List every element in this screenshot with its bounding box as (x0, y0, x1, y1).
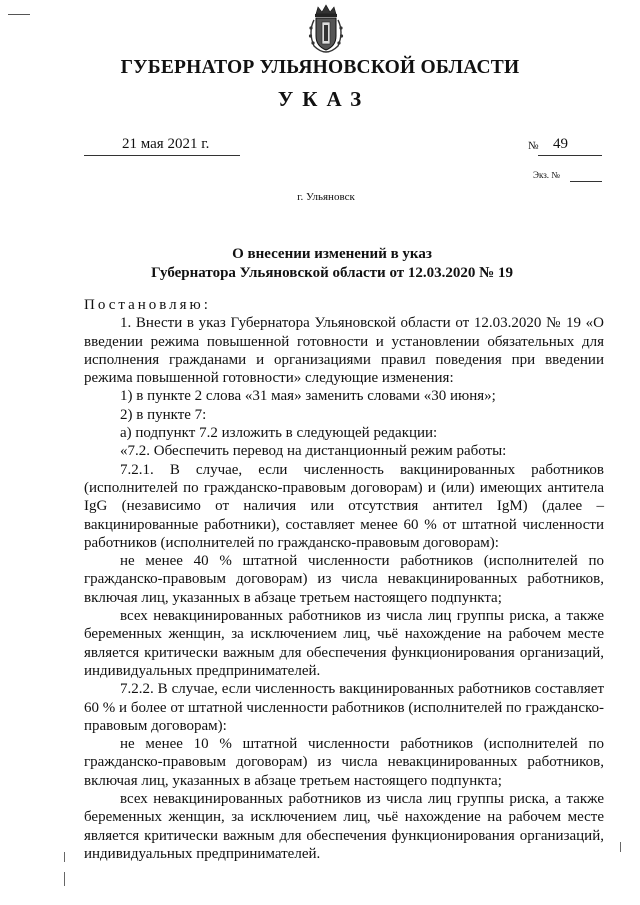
number-sign: № (528, 140, 539, 152)
scan-margin-mark (64, 852, 65, 862)
ulyanovsk-coat-of-arms-icon (306, 4, 346, 54)
decree-date: 21 мая 2021 г. (122, 136, 210, 152)
paragraph: 7.2.2. В случае, если численность вакцинированных работников составляет 60 % и более от штатной численности работников (исполнителей по гражданско-правовым договорам): (84, 681, 604, 734)
paragraph-preamble: Постановляю: (84, 297, 211, 313)
paragraph: 2) в пункте 7: (120, 406, 207, 423)
scan-margin-mark (620, 842, 621, 852)
date-underline (84, 155, 240, 156)
document-type: УКАЗ (277, 87, 371, 111)
number-underline (538, 155, 602, 156)
paragraph: «7.2. Обеспечить перевод на дистанционный режим работы: (120, 443, 507, 460)
paragraph: всех невакцинированных работников из числа лиц группы риска, а также беременных женщин, за исключением лиц, чьё нахождение на рабочем месте является критически важным для обеспечения функционирования организаций, индивидуальных предпринимателей. (84, 791, 604, 862)
paragraph: 1) в пункте 2 слова «31 мая» заменить словами «30 июня»; (120, 388, 496, 405)
decree-subject (0, 245, 640, 283)
copy-number-underline (570, 181, 602, 182)
paragraph: а) подпункт 7.2 изложить в следующей редакции: (120, 425, 438, 442)
subject-line-2: Губернатора Ульяновской области от 12.03.2020 № 19 (151, 265, 513, 281)
copy-number-label: Экз. № (533, 170, 560, 180)
paragraph: не менее 40 % штатной численности работников (исполнителей по гражданско-правовым договорам) из числа невакцинированных работников, включая лиц, указанных в абзаце третьем настоящего подпункта; (84, 553, 604, 606)
issuer-title: ГУБЕРНАТОР УЛЬЯНОВСКОЙ ОБЛАСТИ (120, 57, 520, 78)
decree-body (84, 296, 604, 863)
paragraph: 7.2.1. В случае, если численность вакцинированных работников (исполнителей по гражданско-правовым договорам) и (или) имеющих антитела IgG (независимо от наличия или отсутствия антител IgM) (далее – вакцинированные работники), составляет менее 60 % от штатной численности работников (исполнителей по гражданско-правовым договорам): (84, 461, 604, 551)
paragraph: всех невакцинированных работников из числа лиц группы риска, а также беременных женщин, за исключением лиц, чьё нахождение на рабочем месте является критически важным для обеспечения функционирования организаций, индивидуальных предпринимателей. (84, 608, 604, 679)
issue-city: г. Ульяновск (297, 191, 355, 203)
paragraph: 1. Внести в указ Губернатора Ульяновской области от 12.03.2020 № 19 «О введении режима повышенной готовности и установлении обязательных для исполнения гражданами и организациями правил поведения при введении режима повышенной готовности» следующие изменения: (84, 315, 604, 387)
paragraph: не менее 10 % штатной численности работников (исполнителей по гражданско-правовым договорам) из числа невакцинированных работников, включая лиц, указанных в абзаце третьем настоящего подпункта; (84, 736, 604, 789)
scan-margin-mark (64, 872, 65, 886)
subject-line-1: О внесении изменений в указ (232, 246, 432, 262)
scan-corner-mark (8, 14, 30, 15)
decree-number: 49 (553, 136, 568, 152)
